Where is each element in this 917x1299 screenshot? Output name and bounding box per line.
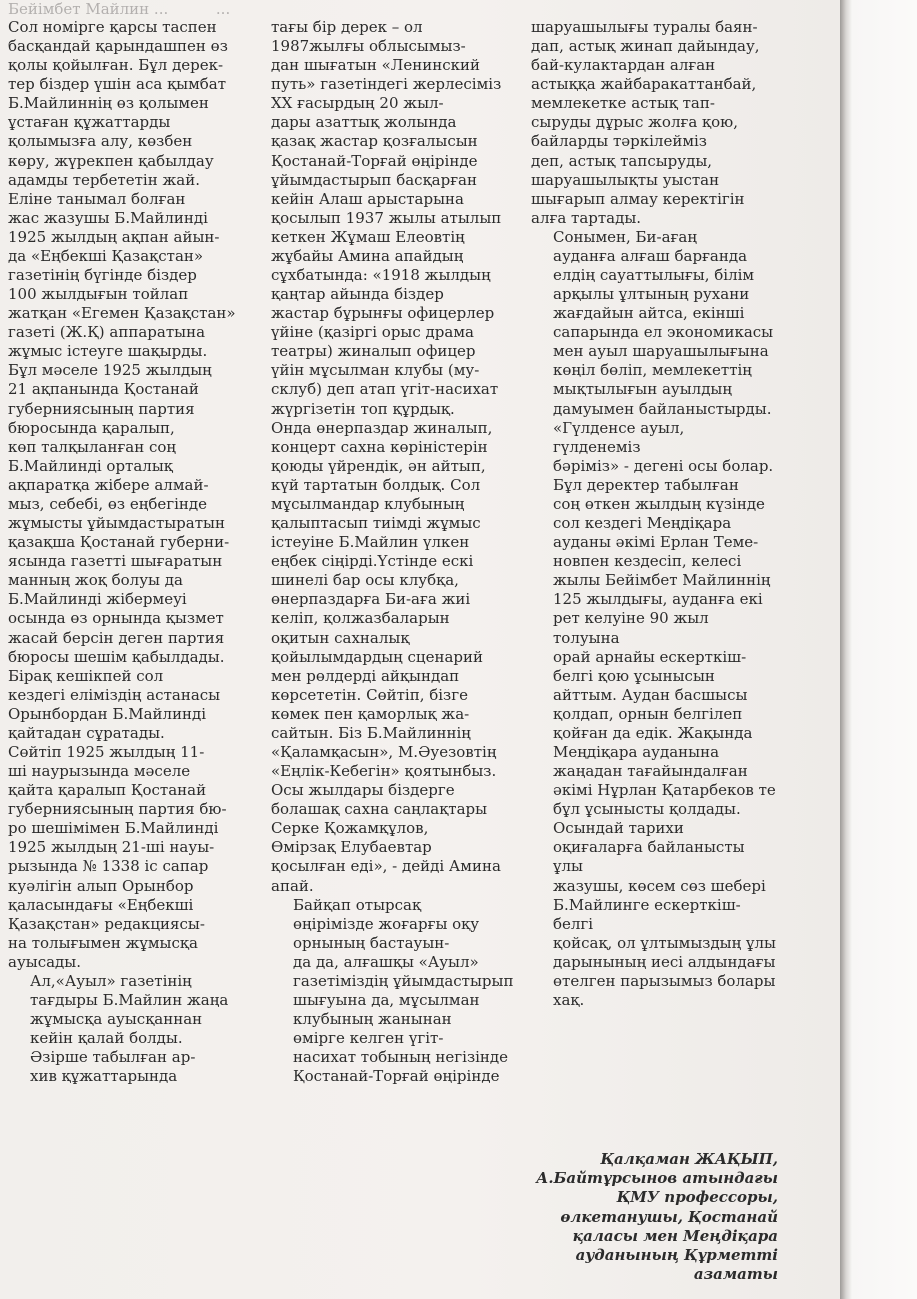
column-3 xyxy=(531,18,776,1010)
column-2-paragraph-1: тағы бір дерек – ол 1987жылғы облысымыз- дан шығатын «Ленинский путь» газетіндегі жерлесіміз XX ғасырдың 20 жыл- дары азаттық жолында қазақ жастар қозғалысын Қостанай-Торғай өңірінде ұйымдастырып басқарған кейін Алаш арыстарына қосылып 1937 жылы атылып кеткен Жұмаш Елеовтің жұбайы Амина апайдың сұхбатында: «1918 жылдың қаңтар айында біздер жастар бұрынғы офицерлер үйіне (қазіргі орыс драма театры) жиналып офицер үйін мұсылман клубы (му- склуб) деп атап үгіт-насихат жүргізетін топ құрдық. Онда өнерпаздар жиналып, концерт сахна көріністерін қоюды үйрендік, ән айтып, күй тартатын болдық. Сол мұсылмандар клубының қалыптасып тиімді жұмыс істеуіне Б.Майлин үлкен еңбек сіңірді.Үстінде ескі шинелі бар осы клубқа, өнерпаздарға Би-аға жиі келіп, қолжазбаларын оқитын сахналық қойылымдардың сценарий мен рөлдерді айқындап көрсететін. Сөйтіп, бізге көмек пен қаморлық жа- сайтын. Біз Б.Майлиннің «Қаламқасын», М.Әуезовтің «Еңлік-Кебегін» қоятынбыз. Осы жылдары біздерге болашақ сахна саңлақтары Серке Қожамқұлов, Өмірзақ Елубаевтар қосылған еді», - дейді Амина апай. xyxy=(271,18,502,895)
column-1-paragraph-2: Ал,«Ауыл» газетінің тағдыры Б.Майлин жаңа жұмысқа ауысқаннан кейін қалай болды. Әзірше табылған ар- хив құжаттарында xyxy=(30,971,229,1086)
cut-off-header-line: Бейімбет Майлин ... ... xyxy=(8,0,231,18)
column-1 xyxy=(8,18,253,1086)
scan-margin xyxy=(840,0,917,1299)
author-signature: Қалқаман ЖАҚЫП, А.Байтұрсынов атындағы ҚМУ профессоры, өлкетанушы, Қостанай қаласы мен Меңдіқара ауданының Құрметті азаматы xyxy=(536,1150,778,1284)
column-1-paragraph-1: Сол номірге қарсы таспен басқандай қарындашпен өз қолы қойылған. Бұл дерек- тер біздер үшін аса қымбат Б.Майлиннің өз қолымен ұстаған құжаттарды қолымызға алу, көзбен көру, жүрекпен қабылдау адамды тербететін жай. Еліне танымал болған жас жазушы Б.Майлинді 1925 жылдың ақпан айын- да «Еңбекші Қазақстан» газетінің бүгінде біздер 100 жылдығын тойлап жатқан «Егемен Қазақстан» газеті (Ж.Қ) аппаратына жұмыс істеуге шақырды. Бұл мәселе 1925 жылдың 21 ақпанында Қостанай губерниясының партия бюросында қаралып, көп талқыланған соң Б.Майлинді орталық ақпаратқа жібере алмай- мыз, себебі, өз еңбегінде жұмысты ұйымдастыратын қазақша Қостанай губерни- ясында газетті шығаратын манның жоқ болуы да Б.Майлинді жібермеуі осында өз орнында қызмет жасай берсін деген партия бюросы шешім қабылдады. Бірақ кешікпей сол кездегі еліміздің астанасы Орынбордан Б.Майлинді қайтадан сұратады. Сөйтіп 1925 жылдың 11- ші наурызында мәселе қайта қаралып Қостанай губерниясының партия бю- ро шешімімен Б.Майлинді 1925 жылдың 21-ші науы- рызында № 1338 іс сапар куәлігін алып Орынбор қаласындағы «Еңбекші Қазақстан» редакциясы- на толығымен жұмысқа ауысады. xyxy=(8,18,236,971)
column-2 xyxy=(271,18,516,1086)
column-3-paragraph-3: Бұл деректер табылған соң өткен жылдың күзiнде сол кездегi Меңдiқара ауданы әкiмi Ерлан Теме- новпен кездесiп, келесi жылы Бейiмбет Майлиннiң 125 жылдығы, ауданға екi рет келуiне 90 жыл толуына орай арнайы ескерткiш- белгi қою ұсынысын айттым. Аудан басшысы қолдап, орнын белгiлеп қойған да едiк. Жақында Меңдiқара ауданына жаңадан тағайындалған әкiмi Нұрлан Қатарбеков те бұл ұсынысты қолдады. xyxy=(553,475,776,819)
column-2-paragraph-2: Байқап отырсақ өңірімізде жоғарғы оқу орнының бастауын- да да, алғашқы «Ауыл» газетіміздің ұйымдастырып шығуына да, мұсылман клубының жанынан өмірге келген үгіт- насихат тобының негізінде Қостанай-Торғай өңірінде xyxy=(293,895,514,1086)
column-3-paragraph-2: Сонымен, Би-ағаң ауданға алғаш барғанда елдiң сауаттылығы, бiлiм арқылы ұлтының рухани жағдайын айтса, екiншi сапарында ел экономикасы мен ауыл шаруашылығына көңiл бөлiп, мемлекеттiң мықтылығын ауылдың дамуымен байланыстырды. «Гүлденсе ауыл, гүлденемiз бәрiмiз» - дегенi осы болар. xyxy=(553,227,774,475)
column-3-paragraph-4: Осындай тарихи оқиғаларға байланысты ұлы жазушы, көсем сөз шебері Б.Майлинге ескерткіш-белгі қойсақ, ол ұлтымыздың ұлы дарынының иесі алдындағы өтелген парызымыз болары хақ. xyxy=(553,819,776,1009)
column-3-paragraph-1: шаруашылығы туралы баян- дап, астық жинап дайындау, бай-кулактардан алған астыққа жайбаракаттанбай, мемлекетке астық тап- сыруды дұрыс жолға қою, байларды тәркілеймiз деп, астық тапсыруды, шаруашылықты уыстан шығарып алмау керектiгiн алға тартады. xyxy=(531,18,760,227)
